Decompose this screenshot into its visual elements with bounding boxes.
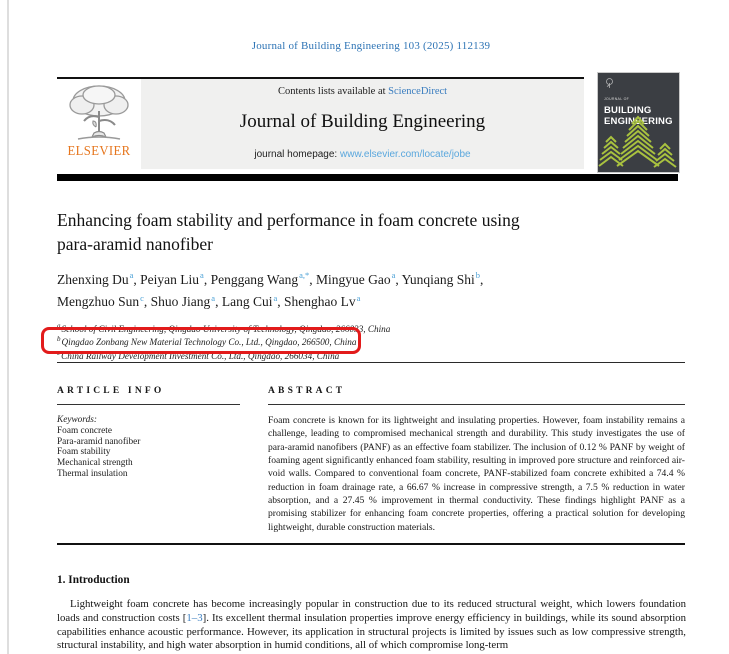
article-title (57, 208, 677, 256)
author-list (57, 266, 682, 311)
abstract-rule (268, 404, 685, 405)
journal-banner (141, 79, 584, 169)
author-affiliation-sup[interactable]: c (140, 292, 144, 303)
affiliation-line: $^b$Qingdao Zonbang New Material Technology Co., Ltd., Qingdao, 266500, China (57, 335, 357, 348)
cover-title-line1: BUILDING (604, 105, 652, 116)
keyword-item: Foam concrete (57, 425, 112, 436)
sciencedirect-link[interactable]: ScienceDirect (388, 86, 448, 97)
author-affiliation-sup[interactable]: a (200, 270, 204, 280)
author-affiliation-sup[interactable]: a (211, 292, 216, 303)
author: Peiyan Liu$^a$, (140, 270, 211, 287)
affiliation-line: $^c$China Railway Development Investment Co., Ltd., Qingdao, 266034, China (57, 348, 340, 361)
keyword-item: Thermal insulation (57, 468, 128, 479)
author-line (57, 289, 682, 312)
author-affiliation-sup[interactable]: a,* (299, 270, 310, 280)
cover-kicker: JOURNAL OF (604, 97, 630, 101)
citation-header-link[interactable]: Journal of Building Engineering 103 (2025) 112139 (251, 40, 491, 52)
affiliation-list (57, 321, 677, 361)
journal-cover-thumbnail[interactable] (597, 72, 680, 173)
author-affiliation-sup[interactable]: a (129, 270, 134, 280)
abstract-heading: ABSTRACT (268, 386, 346, 396)
author: Shenghao Lv$^a$ (283, 292, 361, 309)
author-line (57, 266, 682, 289)
author: Mengzhuo Sun$^c$, (57, 292, 151, 309)
author: Yunqiang Shi$^b$, (401, 270, 484, 287)
article-info-heading: ARTICLE INFO (57, 386, 165, 396)
cover-title-line2: ENGINEERING (604, 116, 673, 127)
divider-rule (57, 362, 685, 363)
page-edge-divider (7, 0, 9, 654)
masthead-bottom-bar (57, 174, 678, 181)
elsevier-tree-logo-icon (57, 81, 141, 145)
divider-rule (57, 543, 685, 545)
elsevier-logo[interactable] (57, 79, 141, 169)
author: Shuo Jiang$^a$, (150, 292, 222, 309)
keyword-item: Foam stability (57, 447, 111, 458)
homepage-link[interactable]: www.elsevier.com/locate/jobe (340, 149, 471, 160)
keywords-label: Keywords: (57, 415, 97, 425)
author: Penggang Wang$^{a,*}$, (210, 270, 316, 287)
elsevier-wordmark: ELSEVIER (67, 143, 131, 158)
journal-title: Journal of Building Engineering (239, 111, 486, 132)
contents-line (141, 86, 584, 97)
article-title-line1: Enhancing foam stability and performance in foam concrete using (57, 210, 520, 230)
author: Zhenxing Du$^a$, (57, 270, 141, 287)
abstract-text: Foam concrete is known for its lightweight and insulating properties. However, foam instability remains a challenge, leading to compromised mechanical strength and durability. This study investigates the use of para-aramid nanofibers (PANF) as an effective foam stabilizer. The inclusion of 0.12 % PANF by weight of foaming agent significantly enhanced foam stability, resulting in improved pore structure and reinforced air-void walls. Compared to conventional foam concrete, PANF-stabilized foam concrete exhibited a 74.4 % reduction in foam drainage rate, a 66.67 % increase in compressive strength, a 7.5 % reduction in water absorption, and a 27.45 % improvement in thermal conductivity. These findings highlight PANF as a promising stabilizer for enhancing foam concrete properties, offering a practical solution for developing lightweight, durable construction materials. (268, 415, 685, 533)
author-affiliation-sup[interactable]: a (356, 292, 361, 303)
keywords-block (57, 415, 247, 480)
article-title-line2: para-aramid nanofiber (57, 234, 213, 254)
cover-chevron-trees-icon (598, 109, 679, 173)
citation-link[interactable]: 1–3 (186, 611, 203, 624)
author-affiliation-sup[interactable]: b (475, 270, 481, 280)
keyword-item: Mechanical strength (57, 458, 133, 469)
author: Mingyue Gao$^a$, (316, 270, 402, 287)
contents-prefix: Contents lists available at (277, 86, 389, 97)
affiliation-line: $^a$School of Civil Engineering, Qingdao University of Technology, Qingdao, 266033, China (57, 322, 391, 335)
keyword-item: Para-aramid nanofiber (57, 436, 141, 447)
author-affiliation-sup[interactable]: a (391, 270, 396, 280)
homepage-line (141, 149, 584, 160)
article-info-rule (57, 404, 240, 405)
section-heading-introduction: 1. Introduction (57, 574, 130, 586)
homepage-prefix: journal homepage: (254, 149, 340, 160)
author-affiliation-sup[interactable]: a (273, 292, 278, 303)
author: Lang Cui$^a$, (221, 292, 284, 309)
introduction-paragraph: Lightweight foam concrete has become increasingly popular in construction due to its reduced structural weight, which lowers foundation loads and construction costs [1–3]. Its excellent thermal insulation properties improve energy efficiency in buildings, while its sound absorption capabilities enhance acoustic performance. However, its application in structural projects is limited by issues such as low compressive strength, structural instability, and high water absorption in humid conditions, all of which compromise long-term (57, 598, 686, 652)
